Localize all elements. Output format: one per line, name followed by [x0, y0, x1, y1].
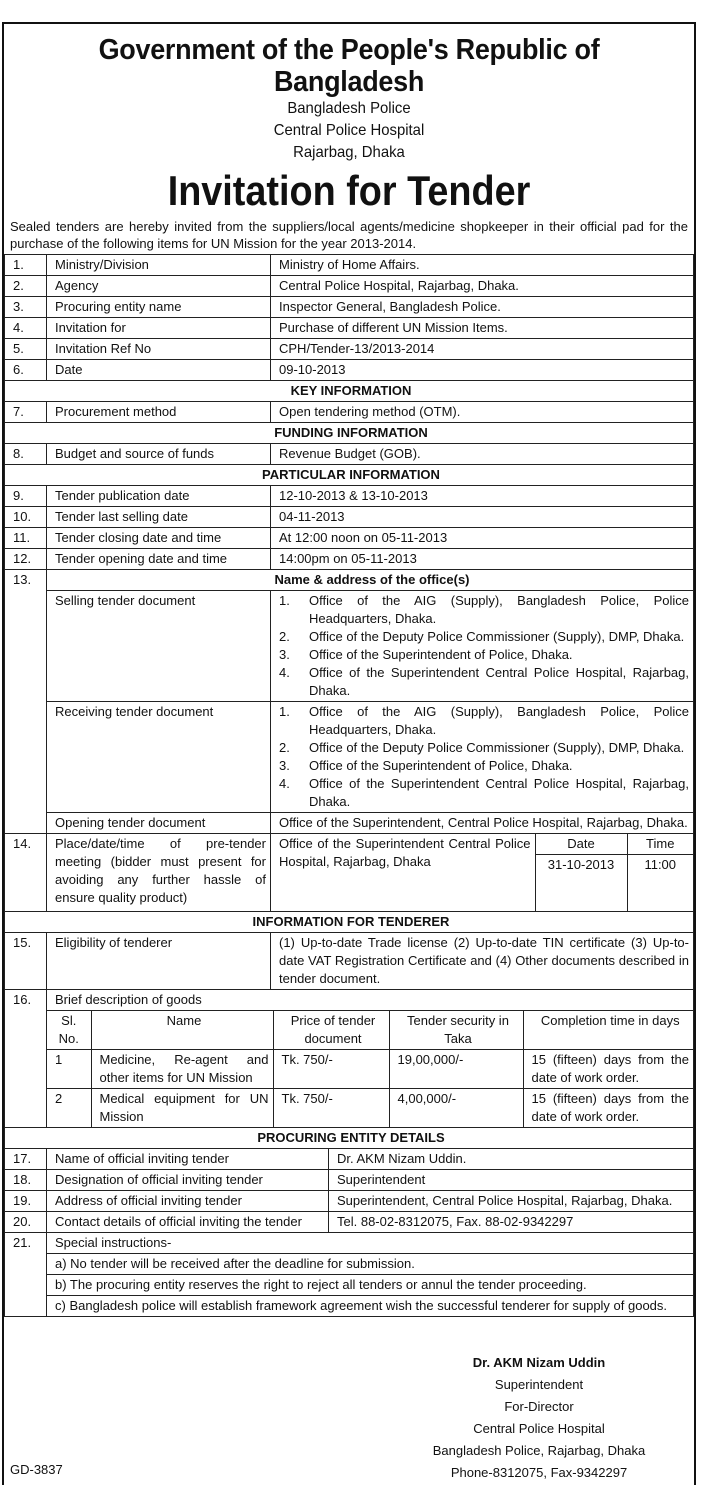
row-number: 18.	[5, 1169, 47, 1190]
row-number: 2.	[5, 276, 47, 297]
list-number: 2.	[279, 740, 290, 755]
goods-header: Name	[91, 1011, 273, 1050]
goods-sl: 1	[47, 1049, 91, 1088]
list-item: Office of the Superintendent Central Police Hospital, Rajarbag, Dhaka.	[309, 665, 689, 698]
row-value: At 12:00 noon on 05-11-2013	[271, 528, 694, 549]
row-number: 5.	[5, 339, 47, 360]
procuring-table	[4, 1149, 694, 1317]
list-item: Office of the Deputy Police Commissioner (Supply), DMP, Dhaka.	[309, 629, 685, 644]
table-row	[5, 1169, 694, 1190]
table-row	[5, 834, 694, 912]
table-row	[5, 507, 694, 528]
section-title: PROCURING ENTITY DETAILS	[5, 1127, 694, 1148]
row-label: Selling tender document	[47, 591, 271, 702]
row-value: Superintendent, Central Police Hospital, Rajarbag, Dhaka.	[329, 1190, 694, 1211]
blank-cell	[5, 1253, 47, 1274]
row-label: Contact details of official inviting the tender	[47, 1211, 329, 1232]
list-number: 3.	[279, 647, 290, 662]
section-heading	[5, 423, 694, 444]
row-label: Name of official inviting tender	[47, 1149, 329, 1170]
row-value: (1) Up-to-date Trade license (2) Up-to-date TIN certificate (3) Up-to-date VAT Registration Certificate and (4) Other documents described in tender document.	[271, 932, 694, 989]
row-number: 1.	[5, 255, 47, 276]
table-row	[5, 255, 694, 276]
row-number: 21.	[5, 1232, 47, 1253]
row-value: 04-11-2013	[271, 507, 694, 528]
section-heading	[5, 381, 694, 402]
signatory-line: Bangladesh Police, Rajarbag, Dhaka	[432, 1443, 646, 1458]
list-item: Office of the Superintendent Central Police Hospital, Rajarbag, Dhaka.	[309, 776, 689, 809]
table-row	[5, 402, 694, 423]
row-number: 15.	[5, 932, 47, 989]
meeting-place: Office of the Superintendent Central Police Hospital, Rajarbag, Dhaka	[271, 834, 535, 911]
row-label: Tender opening date and time	[47, 549, 271, 570]
meeting-cell	[271, 834, 694, 912]
section-heading	[5, 911, 694, 932]
list-item: Office of the Deputy Police Commissioner (Supply), DMP, Dhaka.	[309, 740, 685, 755]
list-item: Office of the AIG (Supply), Bangladesh Police, Police Headquarters, Dhaka.	[309, 593, 689, 626]
time-header: Time	[627, 834, 693, 855]
ad-code: GD-3837	[10, 1462, 63, 1477]
table-row	[5, 276, 694, 297]
row-label: Invitation for	[47, 318, 271, 339]
table-row	[5, 1149, 694, 1170]
goods-completion: 15 (fifteen) days from the date of work order.	[523, 1049, 693, 1088]
list-item: Office of the Superintendent of Police, Dhaka.	[309, 647, 573, 662]
goods-price: Tk. 750/-	[273, 1088, 389, 1127]
row-number: 7.	[5, 402, 47, 423]
row-value: Tel. 88-02-8312075, Fax. 88-02-9342297	[329, 1211, 694, 1232]
tender-notice	[2, 22, 696, 1485]
row-label: Place/date/time of pre-tender meeting (bidder must present for avoiding any further hassle of ensure quality product)	[47, 834, 271, 912]
row-number: 13.	[5, 570, 47, 591]
government-title: Government of the People's Republic of Bangladesh	[98, 34, 600, 98]
list-item: Office of the Superintendent of Police, Dhaka.	[309, 758, 573, 773]
office-list	[271, 702, 694, 813]
blank-cell	[5, 1295, 47, 1316]
table-row	[5, 702, 694, 813]
signatory-line: For-Director	[504, 1399, 574, 1414]
row-value: Revenue Budget (GOB).	[271, 444, 694, 465]
table-row	[5, 932, 694, 989]
section-title: INFORMATION FOR TENDERER	[5, 911, 694, 932]
instruction-item: b) The procuring entity reserves the right to reject all tenders or annul the tender proceeding.	[47, 1274, 694, 1295]
goods-header: Completion time in days	[523, 1011, 693, 1050]
row-number: 4.	[5, 318, 47, 339]
meeting-time: 11:00	[627, 855, 693, 911]
goods-row	[47, 1049, 693, 1088]
office-list	[271, 591, 694, 702]
list-number: 2.	[279, 629, 290, 644]
row-number: 10.	[5, 507, 47, 528]
list-number: 1.	[279, 704, 290, 719]
goods-price: Tk. 750/-	[273, 1049, 389, 1088]
row-number: 16.	[5, 989, 47, 1010]
table-row	[5, 549, 694, 570]
row-label: Tender closing date and time	[47, 528, 271, 549]
row-number: 6.	[5, 360, 47, 381]
table-row	[5, 1010, 694, 1127]
row-label: Procuring entity name	[47, 297, 271, 318]
blank-cell	[5, 1010, 47, 1127]
row-number: 8.	[5, 444, 47, 465]
row-label: Tender publication date	[47, 486, 271, 507]
goods-cell	[47, 1010, 694, 1127]
row-number: 19.	[5, 1190, 47, 1211]
signatory-name: Dr. AKM Nizam Uddin	[472, 1355, 606, 1370]
list-number: 1.	[279, 593, 290, 608]
row-value: Central Police Hospital, Rajarbag, Dhaka.	[271, 276, 694, 297]
goods-header: Tender security in Taka	[389, 1011, 523, 1050]
goods-security: 4,00,000/-	[389, 1088, 523, 1127]
document-title: Invitation for Tender	[167, 167, 531, 214]
signatory-line: Central Police Hospital	[473, 1421, 605, 1436]
section-title: KEY INFORMATION	[5, 381, 694, 402]
list-number: 4.	[279, 665, 290, 680]
goods-name: Medicine, Re-agent and other items for UN Mission	[91, 1049, 273, 1088]
goods-name: Medical equipment for UN Mission	[91, 1088, 273, 1127]
row-label: Tender last selling date	[47, 507, 271, 528]
row-value: CPH/Tender-13/2013-2014	[271, 339, 694, 360]
row-label: Address of official inviting tender	[47, 1190, 329, 1211]
list-number: 3.	[279, 758, 290, 773]
row-label: Budget and source of funds	[47, 444, 271, 465]
row-label: Invitation Ref No	[47, 339, 271, 360]
table-row	[5, 339, 694, 360]
row-value: Superintendent	[329, 1169, 694, 1190]
goods-row	[47, 1088, 693, 1127]
row-number: 17.	[5, 1149, 47, 1170]
goods-header: Price of tender document	[273, 1011, 389, 1050]
row-value: Inspector General, Bangladesh Police.	[271, 297, 694, 318]
row-number: 14.	[5, 834, 47, 912]
row-value: 09-10-2013	[271, 360, 694, 381]
list-number: 4.	[279, 776, 290, 791]
signature-block	[404, 1352, 674, 1484]
row-value: 14:00pm on 05-11-2013	[271, 549, 694, 570]
table-row	[5, 297, 694, 318]
signatory-line: Superintendent	[494, 1377, 584, 1392]
tender-table	[4, 254, 694, 1149]
row-label: Procurement method	[47, 402, 271, 423]
table-row	[5, 528, 694, 549]
section-title: FUNDING INFORMATION	[5, 423, 694, 444]
date-header: Date	[535, 834, 627, 855]
table-row	[5, 1211, 694, 1232]
goods-header: Sl. No.	[47, 1011, 91, 1050]
blank-cell	[5, 702, 47, 813]
row-label: Ministry/Division	[47, 255, 271, 276]
row-label: Brief description of goods	[47, 989, 694, 1010]
table-row	[5, 444, 694, 465]
row-label: Special instructions-	[47, 1232, 694, 1253]
row-label: Receiving tender document	[47, 702, 271, 813]
table-row	[5, 1274, 694, 1295]
instruction-item: c) Bangladesh police will establish framework agreement wish the successful tenderer for supply of goods.	[47, 1295, 694, 1316]
org-line: Bangladesh Police	[287, 100, 411, 117]
signatory-line: Phone-8312075, Fax-9342297	[450, 1465, 628, 1480]
goods-sl: 2	[47, 1088, 91, 1127]
table-row	[5, 1232, 694, 1253]
row-value: Purchase of different UN Mission Items.	[271, 318, 694, 339]
table-row	[5, 570, 694, 591]
row-value: Open tendering method (OTM).	[271, 402, 694, 423]
blank-cell	[5, 1274, 47, 1295]
row-label: Opening tender document	[47, 813, 271, 834]
row-number: 3.	[5, 297, 47, 318]
table-row	[5, 989, 694, 1010]
list-item: Office of the AIG (Supply), Bangladesh Police, Police Headquarters, Dhaka.	[309, 704, 689, 737]
table-row	[5, 1295, 694, 1316]
row-label: Designation of official inviting tender	[47, 1169, 329, 1190]
row-number: 20.	[5, 1211, 47, 1232]
goods-completion: 15 (fifteen) days from the date of work order.	[523, 1088, 693, 1127]
table-row	[5, 1253, 694, 1274]
row-value: 12-10-2013 & 13-10-2013	[271, 486, 694, 507]
table-row	[5, 486, 694, 507]
table-row	[5, 591, 694, 702]
goods-security: 19,00,000/-	[389, 1049, 523, 1088]
org-line: Rajarbag, Dhaka	[293, 144, 405, 161]
table-row	[5, 360, 694, 381]
meeting-date: 31-10-2013	[535, 855, 627, 911]
intro-paragraph: Sealed tenders are hereby invited from the suppliers/local agents/medicine shopkeeper in their official pad for the purchase of the following items for UN Mission for the year 2013-2014.	[10, 219, 688, 251]
goods-table	[47, 1011, 693, 1127]
row-number: 9.	[5, 486, 47, 507]
section-heading	[5, 465, 694, 486]
org-line: Central Police Hospital	[273, 122, 425, 139]
row-value: Office of the Superintendent, Central Police Hospital, Rajarbag, Dhaka.	[271, 813, 694, 834]
section-title: PARTICULAR INFORMATION	[5, 465, 694, 486]
table-row	[5, 1190, 694, 1211]
row-label: Date	[47, 360, 271, 381]
table-row	[5, 813, 694, 834]
row-label: Agency	[47, 276, 271, 297]
table-row	[5, 318, 694, 339]
row-label: Eligibility of tenderer	[47, 932, 271, 989]
blank-cell	[5, 591, 47, 702]
section-heading	[5, 1127, 694, 1148]
blank-cell	[5, 813, 47, 834]
row-number: 11.	[5, 528, 47, 549]
offices-heading: Name & address of the office(s)	[47, 570, 694, 591]
row-value: Ministry of Home Affairs.	[271, 255, 694, 276]
instruction-item: a) No tender will be received after the deadline for submission.	[47, 1253, 694, 1274]
row-value: Dr. AKM Nizam Uddin.	[329, 1149, 694, 1170]
row-number: 12.	[5, 549, 47, 570]
